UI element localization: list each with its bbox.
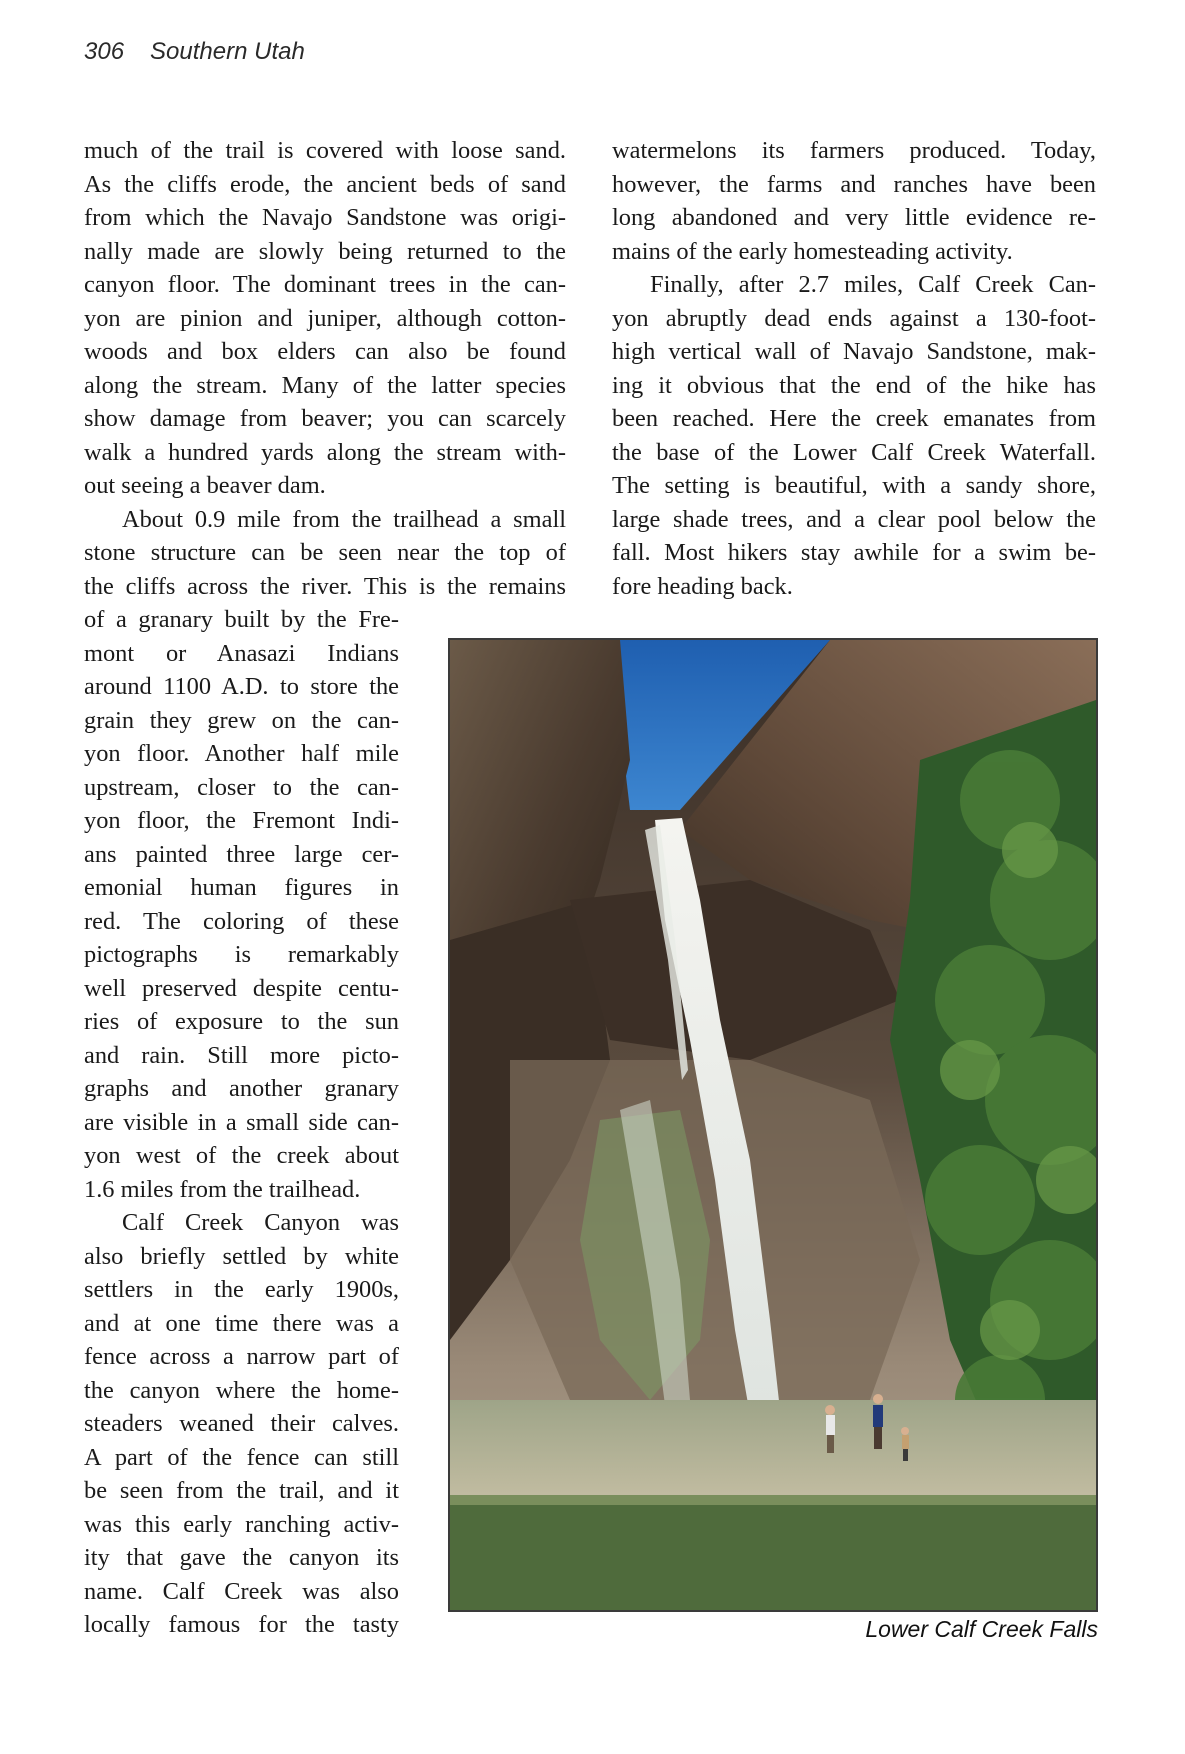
text-line: the base of the Lower Calf Creek Waterfall. (612, 438, 1096, 466)
text-line: stone structure can be seen near the top of (84, 539, 566, 566)
text-line: mont or Anasazi Indians (84, 639, 399, 667)
text-line: around 1100 A.D. to store the (84, 673, 399, 700)
text-line: well preserved despite centu- (84, 974, 399, 1002)
text-line: of a granary built by the Fre- (84, 606, 399, 633)
text-line: yon are pinion and juniper, although cotton- (84, 304, 566, 332)
text-line: be seen from the trail, and it (84, 1477, 399, 1504)
text-line: the canyon where the home- (84, 1376, 399, 1404)
text-line: A part of the fence can still (84, 1443, 399, 1471)
text-line: Calf Creek Canyon was (122, 1209, 399, 1236)
text-line: grain they grew on the can- (84, 706, 399, 734)
text-line: ity that gave the canyon its (84, 1544, 399, 1571)
text-line: As the cliffs erode, the ancient beds of sand (84, 170, 566, 198)
text-line: The setting is beautiful, with a sandy shore, (612, 472, 1096, 499)
left-column-top (84, 134, 566, 603)
text-line: upstream, closer to the can- (84, 773, 399, 801)
text-line: large shade trees, and a clear pool below the (612, 505, 1096, 533)
text-line: About 0.9 mile from the trailhead a small (122, 505, 566, 533)
text-line: steaders weaned their calves. (84, 1410, 399, 1437)
left-column-narrow (84, 603, 399, 1642)
text-line: was this early ranching activ- (84, 1510, 399, 1538)
text-line: fall. Most hikers stay awhile for a swim be- (612, 539, 1096, 566)
text-line: yon floor. Another half mile (84, 740, 399, 767)
text-line: fence across a narrow part of (84, 1343, 399, 1370)
text-line: ries of exposure to the sun (84, 1008, 399, 1035)
text-line: high vertical wall of Navajo Sandstone, mak- (612, 338, 1096, 365)
figure-caption: Lower Calf Creek Falls (865, 1616, 1098, 1642)
text-line: show damage from beaver; you can scarcely (84, 405, 566, 432)
text-line: much of the trail is covered with loose sand. (84, 137, 566, 164)
text-line: yon abruptly dead ends against a 130-foot- (612, 304, 1096, 332)
text-line: nally made are slowly being returned to the (84, 237, 566, 265)
text-line: woods and box elders can also be found (84, 338, 566, 365)
text-line: settlers in the early 1900s, (84, 1276, 399, 1303)
text-line: ans painted three large cer- (84, 840, 399, 868)
right-column (612, 134, 1096, 603)
text-line: long abandoned and very little evidence re- (612, 204, 1096, 231)
text-line: graphs and another granary (84, 1075, 399, 1102)
text-line: 1.6 miles from the trailhead. (84, 1175, 361, 1203)
text-line: emonial human figures in (84, 874, 399, 901)
text-line: however, the farms and ranches have been (612, 170, 1096, 198)
text-line: along the stream. Many of the latter species (84, 371, 566, 399)
text-line: also briefly settled by white (84, 1242, 399, 1270)
text-line: locally famous for the tasty (84, 1611, 399, 1638)
text-line: are visible in a small side can- (84, 1108, 399, 1136)
text-line: fore heading back. (612, 572, 793, 600)
text-line: watermelons its farmers produced. Today, (612, 137, 1096, 164)
page-number: 306 (84, 38, 125, 65)
text-line: Finally, after 2.7 miles, Calf Creek Can- (650, 271, 1096, 298)
text-line: from which the Navajo Sandstone was origi- (84, 204, 566, 231)
waterfall-photo (448, 638, 1098, 1612)
text-line: walk a hundred yards along the stream with- (84, 438, 566, 466)
text-line: yon west of the creek about (84, 1142, 399, 1169)
running-title: Southern Utah (150, 38, 305, 65)
text-line: yon floor, the Fremont Indi- (84, 807, 399, 834)
waterfall-illustration (450, 640, 1096, 1610)
text-line: ing it obvious that the end of the hike has (612, 371, 1096, 399)
text-line: red. The coloring of these (84, 907, 399, 935)
text-line: pictographs is remarkably (84, 941, 399, 968)
text-line: been reached. Here the creek emanates from (612, 405, 1096, 432)
text-line: canyon floor. The dominant trees in the can- (84, 271, 566, 298)
text-line: the cliffs across the river. This is the remains (84, 572, 566, 600)
running-header (84, 38, 305, 66)
text-line: mains of the early homesteading activity. (612, 237, 1013, 265)
text-line: out seeing a beaver dam. (84, 472, 326, 499)
text-line: name. Calf Creek was also (84, 1577, 399, 1605)
text-line: and at one time there was a (84, 1309, 399, 1337)
text-line: and rain. Still more picto- (84, 1041, 399, 1069)
